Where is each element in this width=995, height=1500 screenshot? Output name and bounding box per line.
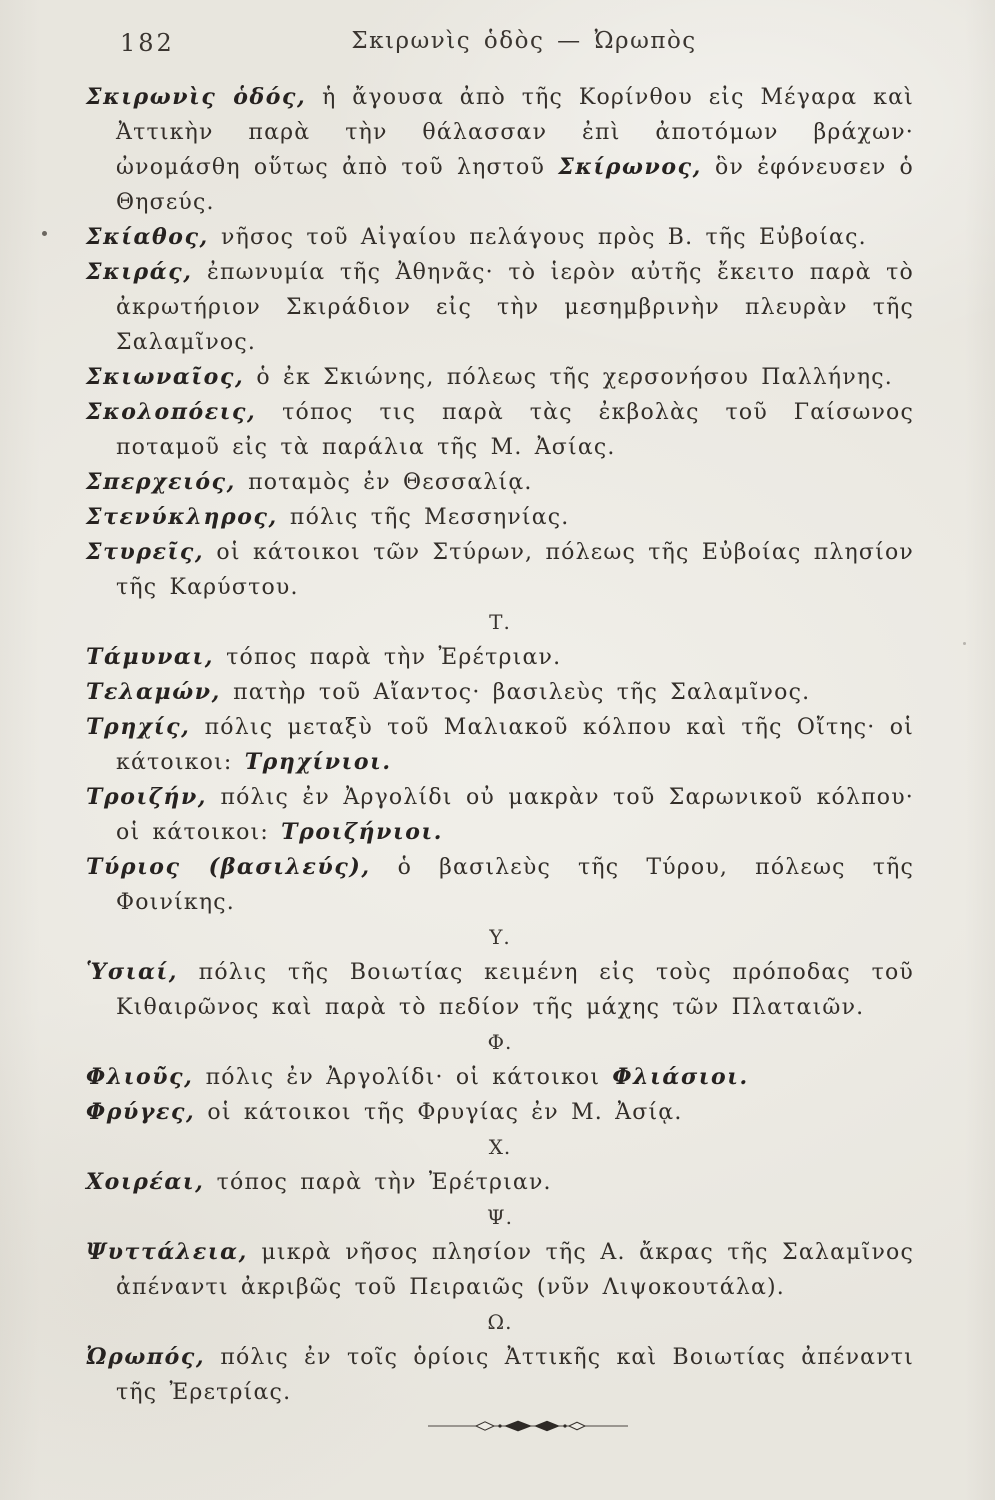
section-letter (86, 1025, 914, 1060)
dictionary-entry (86, 1340, 914, 1410)
dictionary-entry (86, 220, 914, 255)
entry-headword: Ψυττάλεια, (86, 1239, 248, 1265)
entry-headword: Τρηχίς, (86, 714, 191, 740)
entry-text: πατὴρ τοῦ Αἴαντος· βασιλεὺς τῆς Σαλαμῖνος. (220, 680, 811, 705)
entry-headword: Ὑσιαί, (86, 959, 178, 985)
dictionary-entries (86, 80, 914, 1410)
entry-headword: Σκιρωνὶς ὁδός, (86, 84, 307, 110)
entry-text: ὁ βασιλεὺς τῆς Τύρου, πόλεως τῆς Φοινίκης. (116, 855, 914, 915)
entry-headword: Φλιοῦς, (86, 1064, 194, 1090)
scan-speck (963, 642, 966, 645)
entry-text: πόλις τῆς Βοιωτίας κειμένη εἰς τοὺς πρόποδας τοῦ Κιθαιρῶνος καὶ παρὰ τὸ πεδίον τῆς μάχης τῶν Πλαταιῶν. (116, 960, 914, 1020)
section-letter-text: Υ. (489, 925, 511, 949)
text-column (86, 80, 914, 1438)
entry-text: οἱ κάτοικοι τῆς Φρυγίας ἐν Μ. Ἀσίᾳ. (195, 1100, 683, 1125)
entry-text: πόλις τῆς Μεσσηνίας. (277, 505, 570, 530)
dictionary-entry (86, 1235, 914, 1305)
dictionary-entry (86, 675, 914, 710)
entry-headword: Σκολοπόεις, (86, 399, 257, 425)
entry-headword: Σκίαθος, (86, 224, 209, 250)
section-letter (86, 1130, 914, 1165)
dictionary-entry (86, 395, 914, 465)
entry-headword: Τελαμών, (86, 679, 221, 705)
entry-headword: Στυρεῖς, (86, 539, 205, 565)
scan-speck (42, 231, 47, 236)
entry-headword: Τροιζήνιοι. (281, 819, 443, 845)
entry-text: ὁ ἐκ Σκιώνης, πόλεως τῆς χερσονήσου Παλλήνης. (244, 365, 893, 390)
entry-text: οἱ κάτοικοι τῶν Στύρων, πόλεως τῆς Εὐβοίας πλησίον τῆς Καρύστου. (116, 540, 914, 600)
page-header (86, 28, 914, 60)
entry-headword: Σκιράς, (86, 259, 193, 285)
entry-text: τόπος παρὰ τὴν Ἐρέτριαν. (213, 645, 562, 670)
dictionary-entry (86, 535, 914, 605)
dictionary-entry (86, 80, 914, 220)
dictionary-entry (86, 1165, 914, 1200)
dictionary-entry (86, 640, 914, 675)
dictionary-entry (86, 955, 914, 1025)
entry-text: πόλις μεταξὺ τοῦ Μαλιακοῦ κόλπου καὶ τῆς Οἴτης· οἱ κάτοικοι: (116, 715, 914, 775)
dictionary-entry (86, 1095, 914, 1130)
entry-text: ὃν ἐφόνευσεν ὁ Θησεύς. (116, 155, 914, 215)
entry-text: πόλις ἐν Ἀργολίδι· οἱ κάτοικοι (193, 1065, 613, 1090)
diamond-rule-ornament-icon (428, 1418, 628, 1438)
section-letter (86, 1200, 914, 1235)
page-number: 182 (120, 29, 175, 57)
entry-headword: Σπερχειός, (86, 469, 236, 495)
entry-text: ἐπωνυμία τῆς Ἀθηνᾶς· τὸ ἱερὸν αὐτῆς ἔκειτο παρὰ τὸ ἀκρωτήριον Σκιράδιον εἰς τὴν μεσημβρινὴν πλευρὰν τῆς Σαλαμῖνος. (116, 260, 914, 355)
entry-text: ἡ ἄγουσα ἀπὸ τῆς Κορίνθου εἰς Μέγαρα καὶ Ἀττικὴν παρὰ τὴν θάλασσαν ἐπὶ ἀποτόμων βράχων· ὠνομάσθη οὕτως ἀπὸ τοῦ ληστοῦ (116, 85, 914, 180)
dictionary-entry (86, 710, 914, 780)
entry-text: νῆσος τοῦ Αἰγαίου πελάγους πρὸς Β. τῆς Εὐβοίας. (208, 225, 867, 250)
section-letter-text: Χ. (488, 1135, 512, 1159)
entry-headword: Στενύκληρος, (86, 504, 278, 530)
running-title: Σκιρωνὶς ὁδὸς — Ὠρωπὸς (351, 28, 697, 54)
entry-headword: Σκίρωνος, (558, 154, 702, 180)
entry-text: τόπος τις παρὰ τὰς ἐκβολὰς τοῦ Γαίσωνος ποταμοῦ εἰς τὰ παράλια τῆς Μ. Ἀσίας. (116, 400, 914, 460)
dictionary-entry (86, 780, 914, 850)
section-letter (86, 605, 914, 640)
entry-text: τόπος παρὰ τὴν Ἐρέτριαν. (204, 1170, 552, 1195)
dictionary-entry (86, 1060, 914, 1095)
section-letter-text: Ω. (487, 1310, 513, 1334)
entry-text: πόλις ἐν Ἀργολίδι οὐ μακρὰν τοῦ Σαρωνικοῦ κόλπου· οἱ κάτοικοι: (116, 785, 914, 845)
dictionary-entry (86, 360, 914, 395)
entry-headword: Φρύγες, (86, 1099, 196, 1125)
entry-headword: Τύριος (βασιλεύς), (86, 854, 371, 880)
entry-headword: Ὠρωπός, (86, 1344, 206, 1370)
entry-headword: Τάμυναι, (86, 644, 214, 670)
entry-text: ποταμὸς ἐν Θεσσαλίᾳ. (235, 470, 533, 495)
section-letter (86, 920, 914, 955)
dictionary-entry (86, 465, 914, 500)
entry-text: πόλις ἐν τοῖς ὁρίοις Ἀττικῆς καὶ Βοιωτίας ἀπέναντι τῆς Ἐρετρίας. (116, 1345, 914, 1405)
entry-headword: Τροιζήν, (86, 784, 208, 810)
dictionary-entry (86, 255, 914, 360)
section-letter (86, 1305, 914, 1340)
entry-headword: Τρηχίνιοι. (244, 749, 392, 775)
section-letter-text: Τ. (489, 610, 511, 634)
dictionary-entry (86, 500, 914, 535)
entry-headword: Σκιωναῖος, (86, 364, 245, 390)
entry-headword: Χοιρέαι, (86, 1169, 205, 1195)
section-letter-text: Φ. (487, 1030, 513, 1054)
section-letter-text: Ψ. (487, 1205, 513, 1229)
entry-headword: Φλιάσιοι. (612, 1064, 749, 1090)
dictionary-entry (86, 850, 914, 920)
entry-text: μικρὰ νῆσος πλησίον τῆς Α. ἄκρας τῆς Σαλαμῖνος ἀπέναντι ἀκριβῶς τοῦ Πειραιῶς (νῦν Λιψοκουτάλα). (116, 1240, 914, 1300)
